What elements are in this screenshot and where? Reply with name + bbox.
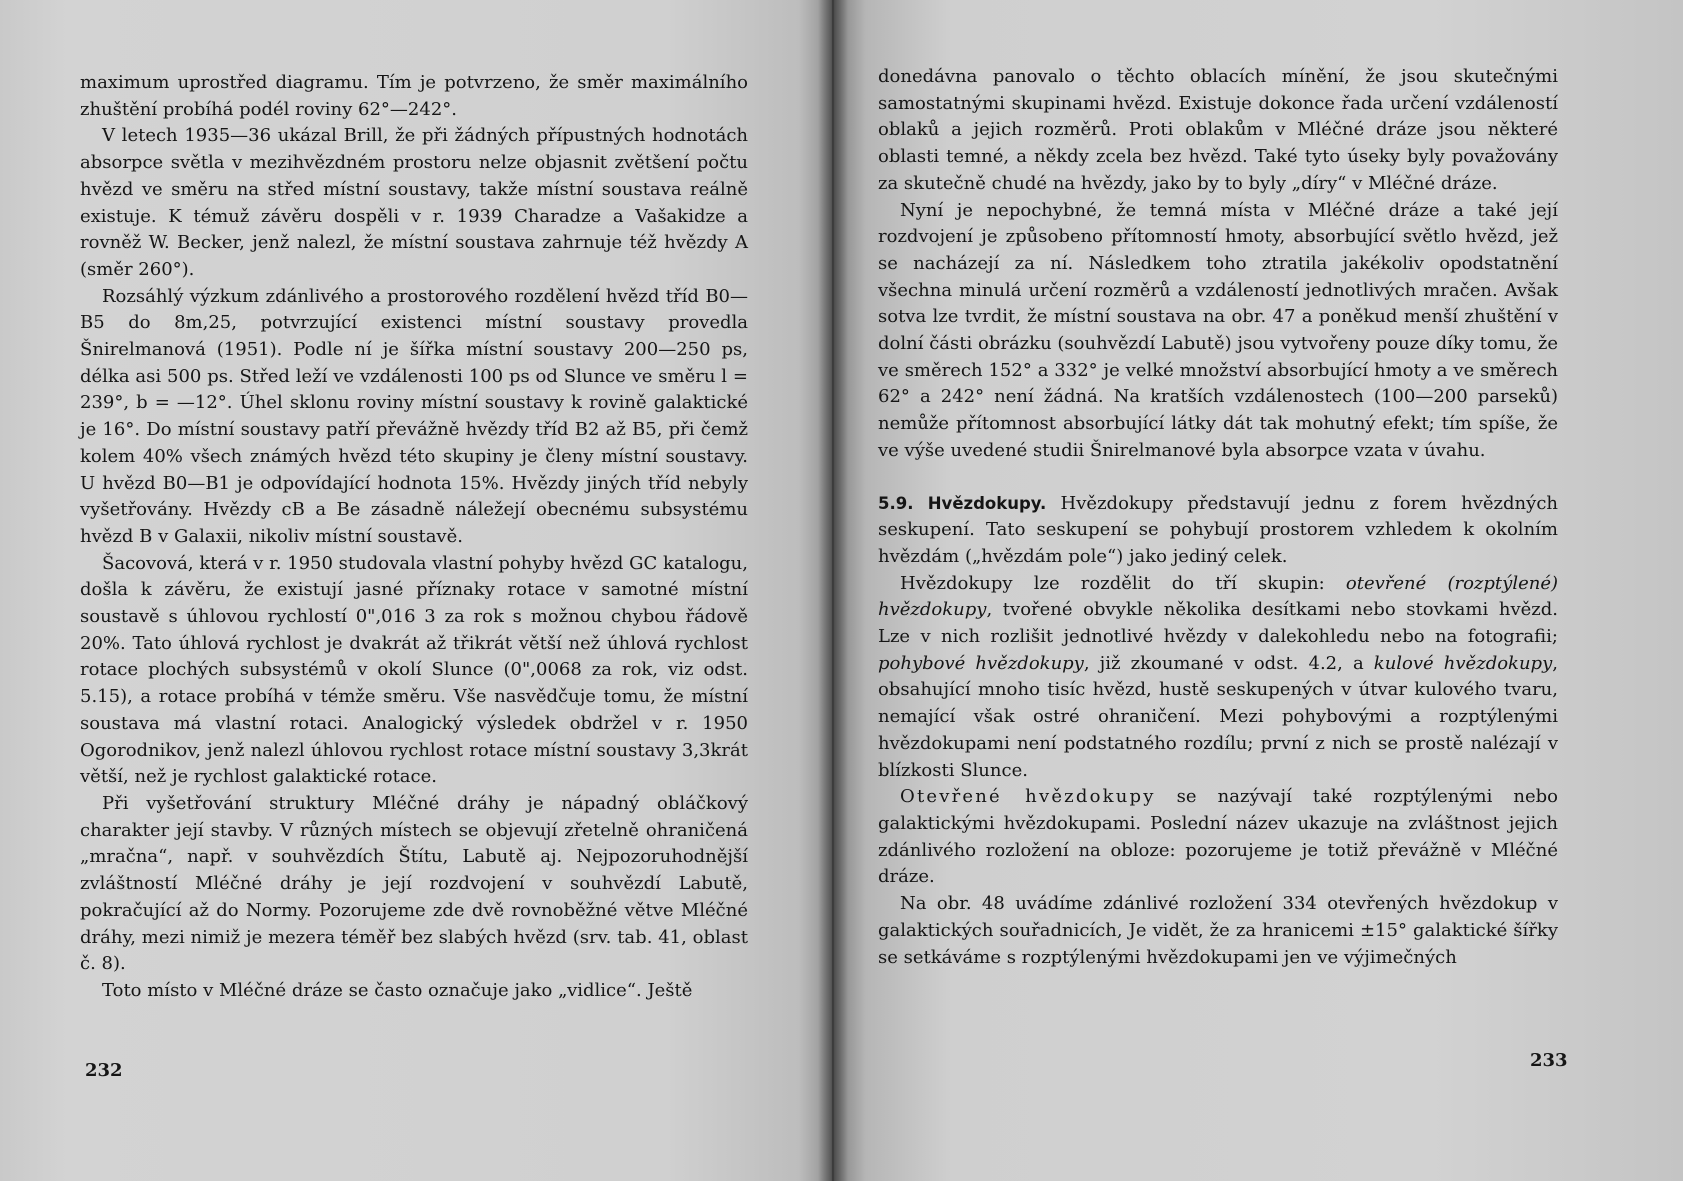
section-text: Hvězdokupy představují jednu z forem hvězdných seskupení. Tato seskupení se pohybují prostorem vzhledem k okolním hvězdám („hvězdám pole“) jako jediný celek. xyxy=(878,492,1558,567)
paragraph: Šacovová, která v r. 1950 studovala vlastní pohyby hvězd GC katalogu, došla k závěru, že existují jasné příznaky rotace v samotné místní soustavě s úhlovou rychlostí 0",016 3 za rok s možnou chybou řádově 20%. Tato úhlová rychlost je dvakrát až třikrát větší než úhlová rychlost rotace plochých subsystémů v okolí Slunce (0",0068 za rok, viz odst. 5.15), a rotace probíhá v témže směru. Vše nasvědčuje tomu, že místní soustava má vlastní rotaci. Analogický výsledek obdržel v r. 1950 Ogorodnikov, jenž nalezl úhlovou rychlost rotace místní soustavy 3,3krát větší, než je rychlost galaktické rotace. xyxy=(80,552,748,788)
text-run: , obsahující mnoho tisíc hvězd, hustě seskupených v útvar kulového tvaru, nemající však ostré ohraničení. Mezi pohybovými a rozptýlenými hvězdokupami není podstatného rozdílu; první z nich se prostě nalézají v blízkosti Slunce. xyxy=(878,652,1558,781)
paragraph: maximum uprostřed diagramu. Tím je potvrzeno, že směr maximálního zhuštění probíhá podél roviny 62°—242°. xyxy=(80,72,748,120)
section-number: 5.9. xyxy=(878,493,914,513)
right-page xyxy=(832,0,1683,1181)
page-number-right: 233 xyxy=(1530,1050,1568,1071)
paragraph: Při vyšetřování struktury Mléčné dráhy je nápadný obláčkový charakter její stavby. V různých místech se objevují zřetelně ohraničená „mračna“, např. v souhvězdích Štítu, Labutě aj. Nejpozoruhodnější zvláštností Mléčné dráhy je její rozdvojení v souhvězdí Labutě, pokračující až do Normy. Pozorujeme zde dvě rovnoběžné větve Mléčné dráhy, mezi nimiž je mezera téměř bez slabých hvězd (srv. tab. 41, oblast č. 8). xyxy=(80,792,748,975)
text-run: se nazývají také rozptýlenými nebo galaktickými hvězdokupami. Poslední název ukazuje na zvláštnost jejich zdánlivého rozložení na obloze: pozorujeme je totiž převážně v Mléčné dráze. xyxy=(878,786,1558,888)
left-page-text xyxy=(80,70,748,1005)
paragraph: Rozsáhlý výzkum zdánlivého a prostorového rozdělení hvězd tříd B0—B5 do 8m,25, potvrzující existenci místní soustavy provedla Šnirelmanová (1951). Podle ní je šířka místní soustavy 200—250 ps, délka asi 500 ps. Střed leží ve vzdálenosti 100 ps od Slunce ve směru l = 239°, b = —12°. Úhel sklonu roviny místní soustavy k rovině galaktické je 16°. Do místní soustavy patří převážně hvězdy tříd B2 až B5, při čemž kolem 40% všech známých hvězd této skupiny je členy místní soustavy. U hvězd B0—B1 je odpovídající hodnota 15%. Hvězdy jiných tříd nebyly vyšetřovány. Hvězdy cB a Be zásadně náležejí obecnému subsystému hvězd B v Galaxii, nikoliv místní soustavě. xyxy=(80,285,748,547)
right-page-text xyxy=(878,64,1558,971)
text-run: , tvořené obvykle několika desítkami nebo stovkami hvězd. Lze v nich rozlišit jednotlivé hvězdy v dalekohledu nebo na fotografii; xyxy=(878,599,1558,648)
paragraph: Na obr. 48 uvádíme zdánlivé rozložení 334 otevřených hvězdokup v galaktických souřadnicích, Je vidět, že za hranicemi ±15° galaktické šířky se setkáváme s rozptýlenými hvězdokupami jen ve výjimečných xyxy=(878,893,1558,968)
italic-term: otevřené (rozptýlené) hvězdokupy xyxy=(878,572,1558,621)
italic-term: pohybové hvězdokupy xyxy=(878,652,1084,674)
page-number-left: 232 xyxy=(85,1060,123,1081)
left-page xyxy=(0,0,832,1181)
paragraph: Toto místo v Mléčné dráze se často označuje jako „vidlice“. Ještě xyxy=(102,979,693,1001)
spaced-term: Otevřené hvězdokupy xyxy=(900,786,1156,808)
text-run: , již zkoumané v odst. 4.2, a xyxy=(1083,652,1374,674)
text-run: Hvězdokupy lze rozdělit do tří skupin: xyxy=(900,572,1346,594)
paragraph-open-clusters xyxy=(878,784,1558,891)
italic-term: kulové hvězdokupy xyxy=(1373,652,1553,674)
section-paragraph xyxy=(878,491,1558,571)
paragraph: V letech 1935—36 ukázal Brill, že při žádných přípustných hodnotách absorpce světla v mezihvězdném prostoru nelze objasnit zvětšení počtu hvězd ve směru na střed místní soustavy, takže místní soustava reálně existuje. K témuž závěru dospěli v r. 1939 Charadze a Vašakidze a rovněž W. Becker, jenž nalezl, že místní soustava zahrnuje též hvězdy A (směr 260°). xyxy=(80,125,748,280)
section-title: Hvězdokupy. xyxy=(927,493,1047,513)
paragraph-types xyxy=(878,571,1558,785)
paragraph: Nyní je nepochybné, že temná místa v Mléčné dráze a také její rozdvojení je způsobeno přítomností hmoty, absorbující světlo hvězd, jež se nacházejí za ní. Následkem toho ztratila jakékoliv opodstatnění všechna minulá určení rozměrů a vzdáleností jednotlivých mračen. Avšak sotva lze tvrdit, že místní soustava na obr. 47 a poněkud menší zhuštění v dolní části obrázku (souhvězdí Labutě) jsou vytvořeny pouze díky tomu, že ve směrech 152° a 332° je velké množství absorbující hmoty a ve směrech 62° a 242° není žádná. Na kratších vzdálenostech (100—200 parseků) nemůže přítomnost absorbující látky dát tak mohutný efekt; tím spíše, že ve výše uvedené studii Šnirelmanové byla absorpce vzata v úvahu. xyxy=(878,199,1558,461)
paragraph: donedávna panovalo o těchto oblacích mínění, že jsou skutečnými samostatnými skupinami hvězd. Existuje dokonce řada určení vzdáleností oblaků a jejich rozměrů. Proti oblakům v Mléčné dráze jsou některé oblasti temné, a někdy zcela bez hvězd. Také tyto úseky byly považovány za skutečně chudé na hvězdy, jako by to byly „díry“ v Mléčné dráze. xyxy=(878,66,1558,194)
